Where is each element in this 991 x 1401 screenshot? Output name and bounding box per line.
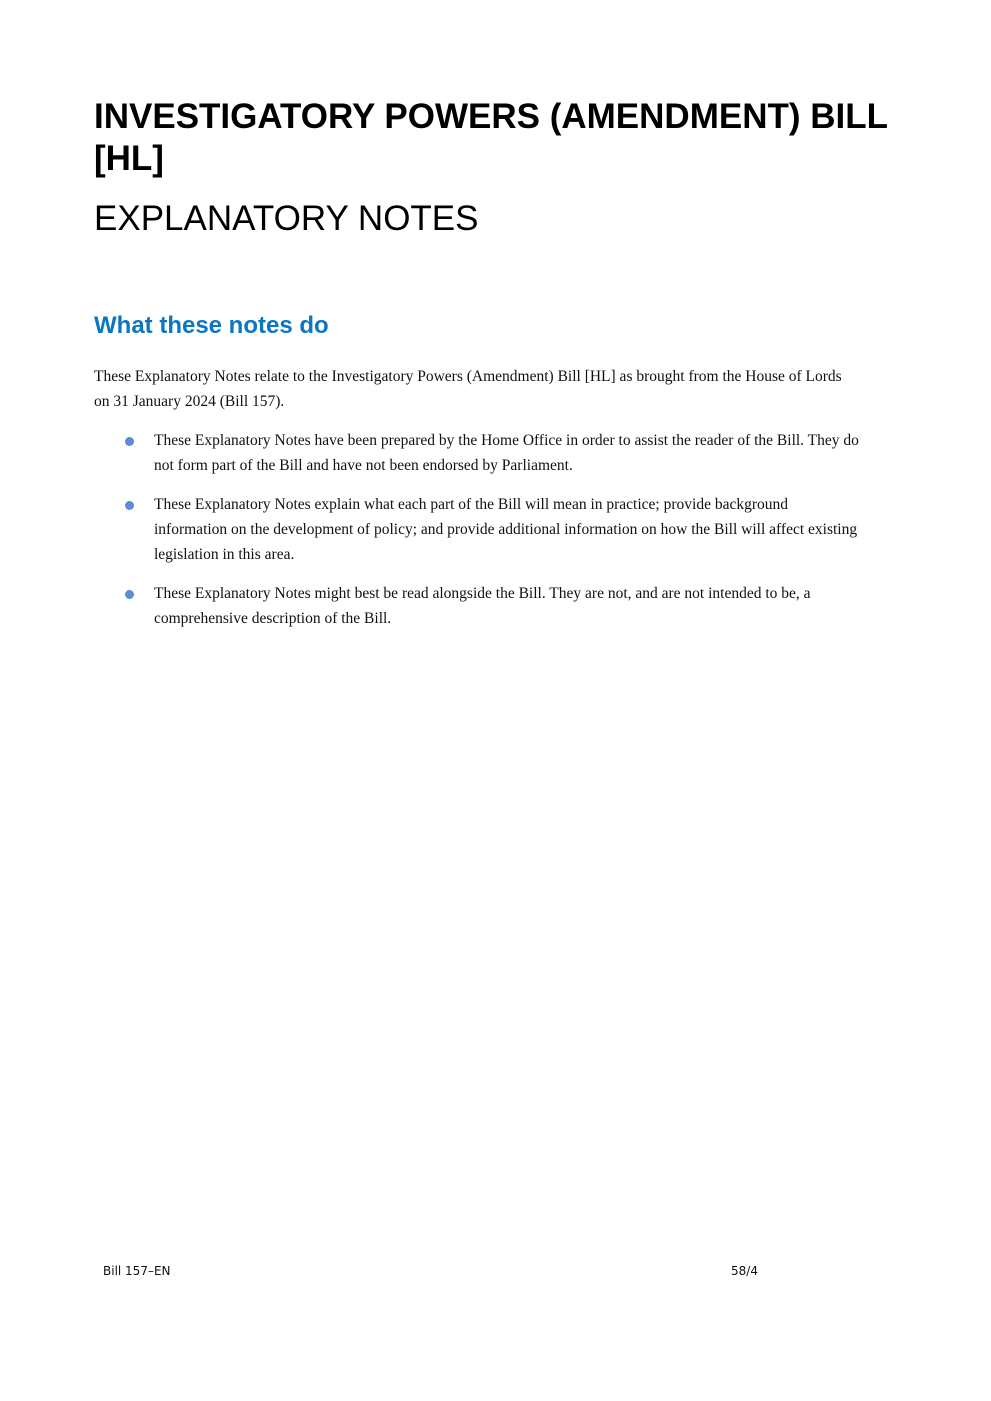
intro-paragraph: These Explanatory Notes relate to the Investigatory Powers (Amendment) Bill [HL] as brought from the House of Lords on 31 January 2024 (Bill 157). [94,368,842,410]
bullet-dot-icon [125,501,134,510]
bullet-text: These Explanatory Notes might best be read alongside the Bill. They are not, and are not intended to be, a comprehensive description of the Bill. [154,585,811,627]
bullet-text: These Explanatory Notes explain what each part of the Bill will mean in practice; provide background information on the development of policy; and provide additional information on how the Bill will affect existing legislation in this area. [154,496,858,563]
bullet-item [94,428,864,478]
footer-page-code: 58/4 [731,1264,758,1278]
bullet-item [94,581,864,631]
footer-bill-reference: Bill 157–EN [103,1264,171,1278]
section-heading: What these notes do [94,312,329,339]
bullet-text: These Explanatory Notes have been prepared by the Home Office in order to assist the reader of the Bill. They do not form part of the Bill and have not been endorsed by Parliament. [154,432,859,474]
document-title: INVESTIGATORY POWERS (AMENDMENT) BILL [HL] [94,97,888,178]
document-subtitle: EXPLANATORY NOTES [94,199,479,238]
bullet-item [94,492,864,567]
bullet-dot-icon [125,590,134,599]
bullet-list [94,428,864,645]
bullet-dot-icon [125,437,134,446]
